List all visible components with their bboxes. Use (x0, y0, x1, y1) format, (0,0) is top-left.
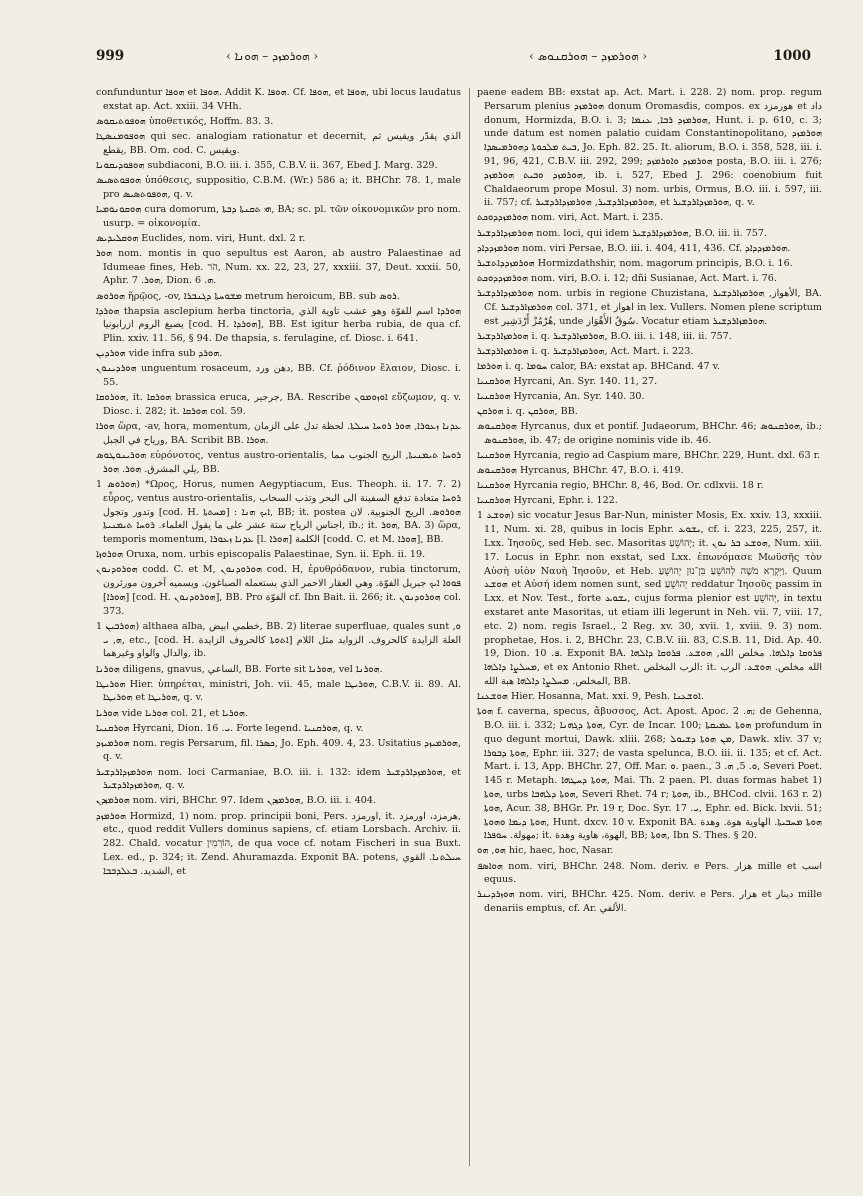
dictionary-entry: ܗܘܪܡܙܕܕܐܬܫܝܪ Hormizdathshir, nom. magorum principis, B.O. i. 16. (477, 257, 793, 269)
dictionary-entry: ܗܘܬܐ f. caverna, specus, ἄβυσσος, Act. Apost. Apoc. ܗ. 2; de Gehenna, B.O. iii. i. 332; ܗܘܬܐ ܕܓܗܢܐ, Cyr. de Incar. 100; ܗܘܬܐ ܥܡܝܩܬܐ profundum in quo degunt mortui, Dawk. xliii. 268; ܡܢ ܗܘܬܐ ܕܫܝܘܠ, Dawk. xliv. 37 v; ܗܘܬܐ ܕܒܘܪܐ, Ephr. iii. 327; de vasta speluncа, B.O. iii. ii. 135; et cf. Act. Mart. i. 13, App. BHChr. 27, Off. Mar. ܘ. paen., ܘ. 5, ܗ. 3, Severi Poet. 145 r. Metaph. ܗܘܬܐ ܕܚܛܗܐ, Mai. Th. 2 paen. Pl. duas formas habet 1) ܗܘܬܐ, urbs ܗܘܬܐ ܕܠܗܒܐ, Severi Rhet. 74 r; ܗܘܬܐ, ib., BHCod. clvii. 163 r. 2) ܗܘܬܐ, Acur. 38, BHGr. Pr. 19 r, Doc. Syr. ܝ. 17, Ephr. ed. Bick. lxvii. 51; ܗܘܬܐ ܕܝܡܐ ܘܗܘܬܐ, Hunt. dxcv. 10 v. Exponit BA. ܗܘܬܐ ܡܚܒܝܬܐ. الهاوية هوة. وهدة مهولة. ܚܘܦܪܐ; it. الهوة، هاوية وهدة, BB; ܗܘܬܐ, Ibn S. Thes. § 20. (477, 706, 822, 842)
dictionary-entry: paene eadem BB: exstat ap. Act. Mart. i. 228. 2) nom. prop. regum Persarum plenius ܗܘܪܡܙܕ donum Oromasdis, compos. ex هورمزد et داد donum, Hormizda, B.O. i. 3; ܗܘܪܡܙܕ ܪܒܐ, ܥܢܡܐ, Hunt. i. p. 610, c. 3; unde datum est nomen palatio cuidam Constantinopolitano, ܗܘܪܡܙܕ ܒܝܬ ܡܠܟܘܬܐ ܕܗܘܪܡܝܣܕܐ, Jo. Eph. 82. 25. It. aliorum, B.O. i. 358, 528, iii. i. 91, 96, 421, C.B.V. iii. 292, 299; ܗܘܪܡܙܕ ܘܐܘܪܡܙܕ posta, B.O. iii. i. 276; ܗܘܪܡܙܕ ܘܒܝܬ ܗܘܪܡܙܕ, ib. i. 527, Ebed J. 296: coenobium fuit Chaldaeorum prope Mosul. 3) nom. urbis, Ormus, B.O. iii. i. 597, iii. ii. 757; cf. ܗܘܪܡܙܕܐܪܕܫܝܪ, ܗܘܪܡܙܕܐܪܕܫܝܪ, et ܗܘܪܡܙܕܐܪܕܫܝܪ, q. v. (477, 87, 822, 209)
dictionary-entry: ܗܘܦܘܬܣܝܣ ὑπόθεσις, suppositio, C.B.M. (Wr.) 586 a; it. BHChr. 78. 1, male pro ܗܘܦܘܬܣܝܣ, q. v. (96, 174, 461, 200)
column-divider (469, 88, 470, 1166)
dictionary-entry: ܗܘܩܠܝܕܝܣ Euclides, nom. viri, Hunt. dxl. 2 r. (96, 232, 306, 244)
dictionary-entry: ܗܘܪܝܛܐ Hier. ὑπηρέται, ministri, Joh. vii. 45, male ܗܘܪܝܛܐ, C.B.V. ii. 89. Al. ܗܘܪܝܛܐ et ܗܘܪܝܛܐ, q. v. (96, 678, 461, 704)
dictionary-entry: ܗܘܙܪܕܝܢܪ nom. viri, BHChr. 425. Nom. deriv. e Pers. هزار et دينار mille denariis emptus, cf. Ar. الألفي. (477, 889, 822, 915)
dictionary-entry: ܗܘܪܝܢܘܛܘܣ εὐρόνοτος, ventus austro-orientalis, ܪܘܚܐ ܬܝܡܢܝܬܐ, الريح الجنوب مما يلي المشرق. ܗܘܪ. ܗܘܪ, BB. (96, 450, 461, 475)
dictionary-entry: ܗܘܪܩܢܝܐ Hyrcani, Ephr. i. 122. (477, 495, 618, 507)
dictionary-entry: ܗܘܪܡܙܐܪܕܫܝܪ i. q. ܗܘܪܡܙܐܪܕܫܝܪ, B.O. iii. i. 148, iii. ii. 757. (477, 330, 732, 342)
dictionary-entry: ܗܘܦܘܬܝܩܘܣ ὑποθετικός, Hoffm. 83. 3. (96, 115, 274, 127)
dictionary-entry: ܗܘܪܡܙܕܕܐܕ nom. viri Persae, B.O. iii. i. 404, 411, 436. Cf. ܗܘܪܡܙܕܕܐܕ. (477, 242, 791, 254)
dictionary-entry: ܗܘܪܘܣ 1) *Ωρος, Horus, numen Aegyptiacum, Eus. Theoph. ii. 17. 7. 2) εὖρος, ventus austro-orientalis, ܪܘܚܐ متعادة تدفع السفينة الى البحر وتذب السحاب وتدور وتجول [cod. H. ܡܚܬܬܐ] : ܐܝܟ ܗܢܐ, BB; it. postea ܗܘܪܘܣ. الريح الجنوبية. لان اجناس الرياح ستة عشر على ما يقول العلماء. ܪܘܚܐ ܬܝܡܢܝܬܐ, ib.; it. ܗܘܪ, BA. 3) ὥρα, temporis momentum, ܥܕܢܐ ܙܥܘܪܐ [l. ܗܘܪܐ] الكلمة [codd. C. et M. ܗܘܪܐ], BB. (96, 478, 461, 546)
dictionary-entry: ܗܘܪܝܐ vide ܗܘܪܝܐ col. 21, et ܗܘܪܝܐ. (96, 707, 248, 719)
dictionary-entry: ܗܘܦܘܕܝܩܘܢܐ subdiaconi, B.O. iii. i. 355, C.B.V. ii. 367, Ebed J. Marg. 329. (96, 159, 438, 171)
dictionary-entry: ܗܘܪܢܐ diligens, gnavus, الساعي, BB. Forte sit ܗܘܪܢܐ, vel ܗܘܪܢܐ. (96, 663, 383, 675)
dictionary-entry: ܗܘܪܡܙܕܢ nom. viri, BHChr. 97. Idem ܗܘܪܡܙܕܢ, B.O. iii. i. 404. (96, 795, 377, 807)
dictionary-entry: ܗܘܪܩܢܘܣ Hyrcanus, dux et pontif. Judaeorum, BHChr. 46; ܗܘܪܩܢܘܣ, ib.; ܗܘܪܩܢܘܣ, ib. 47; de origine nominis vide ib. 46. (477, 421, 822, 446)
left-column (96, 86, 461, 1168)
dictionary-entry: ܗܘܪܡܙܕܕܘܟܬ nom. viri, Act. Mart. i. 235. (477, 212, 664, 224)
dictionary-entry: ܗܘܪܕܝܢ vide infra sub ܗܘܪܕ. (96, 348, 223, 360)
dictionary-entry: ܗܘܪܡܙܕܐܪܕܫܝܪ nom. urbis in regione Chuzistana, الأهواز, ܗܘܪܡܙܐܪܕܫܝܪ, BA. Cf. ܗܘܪܡܙܐܪܕܫܝܪ col. 371, et اهواز in lex. Vullers. Nomen plene scriptum est هُرْمُزْ أَرْدَشِير, unde سُوقُ الأَهْوَاز. Vocatur etiam ܗܘܪܡܙܐܪܕܫܝܪ. (477, 287, 822, 327)
dictionary-entry: ܗܘܪܘܣ ἥρῷος, -ov, ܡܫܘܚܬܐ ܕܓܢܒܪܐ metrum heroicum, BB. sub ܪܘܣ. (96, 290, 400, 302)
running-head-left: ‹ ܗܘܪܡܙܕ – ܗܘܢܐ › (226, 49, 319, 63)
dictionary-entry: ܗܘܪܐ ὥρα, -av, hora, momentum, ܥܕܢܐ ܙܥܘܪܐ, ܗܘܪ ܪܘܚܐ ܚܝܠܬܐ. لحظة تدل على الزمان ورياح في الجبل, BA. Scribit BB. ܗܘܪܐ. (96, 421, 461, 446)
dictionary-entry: ܗܘܪܡܙܕܕܘܟܬ nom. viri, B.O. i. 12; dñi Susianae, Act. Mart. i. 76. (477, 272, 777, 284)
dictionary-entry: ܗܘܪܡܐ i. q. ܚܘܡܐ calor, BA: exstat ap. BHCand. 47 v. (477, 360, 720, 372)
dictionary-entry: ܗܘܪܩܢܝܐ Hyrcania, An. Syr. 140. 30. (477, 391, 645, 402)
dictionary-entry: ܗܘ, ܗܘ hic, haec, hoc, Nasar. (477, 845, 614, 857)
dictionary-entry: ܗܘܪܕܐ thapsia asclepium herba tinctoria, ܗܘܪܕܐ اسم للفوّة وهو عشب تاوية الذي يصبغ الروم ازرابونيا [cod. H. ܗܘܪܕܐ], BB. Est igitur herba rubia, de qua cf. Plin. xxiv. 11. 56, § 94. De thapsia, s. ferulagine, cf. Diosc. i. 641. (96, 305, 461, 345)
dictionary-entry: ܗܘܫܥ 1) sic vocatur Jesus Bar-Nun, minister Mosis, Ex. xxiv. 13, xxxiii. 11, Num. xi. 28, quibus in locis Ephr. ܝܫܘܥ, cf. i. 223, 225, 257, it. Lxx. Ἰησοῦς, sed Heb. sec. Masoritas יְהוֹשֻׁעַ; it. ܗܘܫܥ ܒܪ ܢܘܢ, Num. xiii. 17. Locus in Ephr. non exstat, sed Lxx. ἐπωνόμασε Μωϋσῆς τὸν Αὐσὴ υἱὸν Ναυὴ Ἰησοῦν, et Heb. וַיִּקְרָא מֹשֶׁה לְהוֹשֵׁעַ בִּן־נוּן יְהוֹשֻׁעַ. Quum ܗܘܫܥ et Αὐσή idem nomen sunt, sed יְהוֹשֻׁעַ reddatur Ἰησοῦς passim in Lxx. et Nov. Test., forte ܝܫܘܥ, cujus forma plenior est יְהוֹשֻׁעַ, in textu exstaret ante Masoritas, ut etiam illi legerunt in Neh. vii. 7, viii. 17, etc. 2) nom. regis Israel., 2 Reg. xv. 30, xvii. 1, xviii. 9. 3) nom. prophetae, Hos. i. 2, BHChr. 23, C.B.V. iii. 83, C.S.B. 11, Did. Ap. 40. 19, Dion. ܦ. 10. Exponit BA. ܦܪܘܩܐ ܕܐܠܗܐ. مخلص الله, ܗܘܫܥ. ܦܪܘܩܐ ܕܐܠܗܐ ܡܚܠܨܐ ܕܐܠܗܐ, et ex Antonio Rhet. الرب المخلص: it. الله مخلص. ܗܘܫܥ. الرب المخلص. ܡܚܠܨܐ ܕܐܠܗܐ هبة الله, BB. (477, 510, 822, 688)
dictionary-entry: ܗܘܪܩܢܝܐ Hyrcani, Dion. ܝ. 16. Forte legend. ܗܘܪܩܢܝܐ, q. v. (96, 722, 364, 734)
dictionary-entry: ܗܘܪܘܙܐ Oruxa, nom. urbis episcopalis Palaestinae, Syn. ii. Eph. ii. 19. (96, 549, 426, 561)
dictionary-entry: ܗܘܪܡܙܕܐܪܕܫܝܪ nom. loci, qui idem ܗܘܪܡܙܕܐܪܕܫܝܪ, B.O. iii. ii. 757. (477, 227, 768, 239)
dictionary-entry: ܗܘܪܡܙܐܪܕܫܝܪ i. q. ܗܘܪܡܙܐܪܕܫܝܪ, Act. Mart. i. 223. (477, 345, 694, 357)
page-number-left: 999 (96, 48, 125, 64)
dictionary-entry: ܗܘܫܥܢܐ Hier. Hosanna, Mat. xxi. 9, Pesh. ܐܘܫܥܢܐ. (477, 691, 704, 703)
dictionary-entry: ܗܘܦܘܡܢܣܛܐ qui sec. analogiam rationatur et decernit, الذي يقدّر ويقيس ثم يقطع, BB. Om. cod. C. ويقيس. (96, 130, 461, 156)
dictionary-entry: ܗܘܪܕܝܢܘܢ unguentum rosaceum, دهن ورد, BB. Cf. ῥόδινον ἔλαιον, Diosc. i. 55. (96, 363, 461, 389)
running-head-right: ‹ ܗܘܪܡܙܕ – ܗܘܪܩܢܘܣ › (529, 49, 648, 63)
dictionary-entry: ܗܘܪܩܢܝܐ Hyrcania, regio ad Caspium mare, BHChr. 229, Hunt. dxl. 63 r. (477, 450, 821, 462)
dictionary-entry: ܗܘܪܘܩܐ, it. ܗܘܪܩܐ brassica eruca, جرجير, BA. Rescribe ܐܘܙܘܡܘܢ εὔζωμον, q. v. Diosc. i. 282; it. ܗܘܪܩܐ col. 59. (96, 392, 461, 418)
right-column (477, 86, 822, 1168)
dictionary-entry: ܗܘܪܩܢܝܐ Hyrcania regio, BHChr. 8, 46, Bod. Or. cdlxvii. 18 r. (477, 480, 764, 492)
dictionary-entry: ܗܘܪܒܝܢ 1) althaea alba, خطمي ابيض, BB. 2) literae superfluae, quales sunt ܘ, ܗ, ܝ, etc., [cod. H. ܐܬܘܬܐ كالحروف الزايدة] العلة الزايدة كالحروف. الزوايد مثل اللام والدال والواو وغيرهما, ib. (96, 620, 461, 660)
dictionary-entry: ܗܘܪܩܢܝܐ Hyrcani, An. Syr. 140. 11, 27. (477, 375, 658, 387)
dictionary-entry: ܗܘܩܘܢܘܡܝܐ cura domorum, ܗܝ ܬܩܢܬܐ ܕܒܬܐ, BA; sc. pl. τῶν οἰκονομικῶν pro nom. usurp. = οἰκονομία. (96, 203, 461, 229)
page-header (96, 44, 811, 68)
dictionary-entry: confunduntur ܗܘܦܐ et ܗܘܦܐ. Addit K. ܗܘܦܐ. Cf. ܗܘܦܐ, et ܗܘܦܐ, ubi locus laudatus exstat ap. Act. xxiii. 34 VHh. (96, 87, 461, 112)
dictionary-entry: ܗܘܪܡܝܙܕ nom. regis Persarum, fil. ܟܣܪܐ, Jo. Eph. 409. 4, 23. Usitatius ܗܘܪܡܝܙܕ, q. v. (96, 737, 461, 763)
dictionary-entry: ܗܘܪ nom. montis in quo sepultus est Aaron, ab austro Palaestinae ad Idumeae fines, Heb. הֹר, Num. xx. 22, 23, 27, xxxiii. 37, Deut. xxxii. 50, Aphr. ܗܘܪ. 7, Dion. ܗ. 6. (96, 247, 461, 287)
dictionary-entry: ܗܘܪܩܢ i. q. ܗܘܪܩܢ, BB. (477, 406, 578, 418)
dictionary-entry: ܗܘܪܩܢܘܣ Hyrcanus, BHChr. 47, B.O. i. 419. (477, 465, 684, 477)
dictionary-entry: ܗܘܪܡܙܕܐܪܕܫܝܪ nom. loci Carmaniae, B.O. iii. i. 132: idem ܗܘܪܡܙܕܐܪܕܫܝܪ, et ܗܘܪܡܙܕܐܪܕܫܝܪ, q. v. (96, 766, 461, 792)
dictionary-entry: ܗܘܪܘܕܢܘܢ codd. C. et M, ܗܘܪܘܕܢܘܢ cod. H, ἐρυθρόδανον, rubia tinctorum, ܦܘܘܐ ܐܝܟ جبريل الفوّة. وهي العقار الاحمر الذي يستعمله الصباغون. ويسميه آخرون مورثرون [ܗܘܪܐ] [cod. H. ܗܘܪܘܕܢܘܢ], BB. Pro الفوّة cf. Ibn Bait. ii. 266; it. ܗܘܪܘܕܢܘܢ col. 373. (96, 564, 461, 617)
page-number-right: 1000 (773, 48, 811, 64)
dictionary-entry: ܗܘܪܡܙܕ Hormizd, 1) nom. prop. principii boni, Pers. اورمزد, it. هرمزد، اورمزد, etc., quod reddit Vullers dominus sapiens, cf. etiam Lorsbach. Archiv. ii. 282. Chald. vocatur הוֹרְמִין, de qua voce cf. notam Fischeri in sua Buxt. Lex. ed., p. 324; it. Zend. Ahuramazda. Exponit BA. potens, ܚܝܠܬܢܐ. القوي الشديد. ܒܥܠܕܒܒܐ, et (96, 810, 461, 877)
dictionary-entry: ܗܘܐܣܦ nom. viri, BHChr. 248. Nom. deriv. e Pers. هزار mille et اسب equus. (477, 860, 822, 886)
